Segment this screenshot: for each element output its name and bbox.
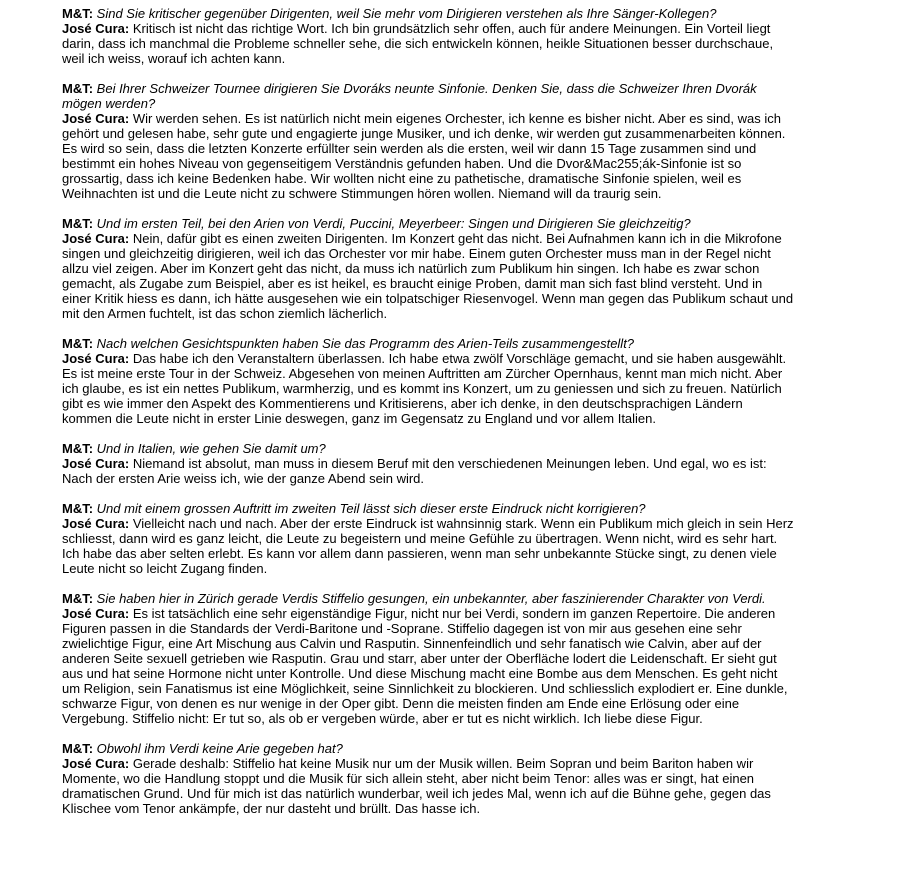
interviewer-label: M&T:	[62, 741, 94, 756]
answer-text: Es ist tatsächlich eine sehr eigenständige Figur, nicht nur bei Verdi, sondern im ganzen Repertoire. Die anderen Figuren passen in die Standards der Verdi-Baritone und -Soprane. Stiffelio dagegen ist von mir aus gesehen eine sehr zwielichtige Figur, eine Art Mischung aus Calvin und Rasputin. Sinnenfeindlich und sehr fanatisch wie Calvin, aber auf der anderen Seite sexuell getrieben wie Rasputin. Grau und starr, aber unter der Oberfläche lodert die Leidenschaft. Er sieht gut aus und hat seine Hormone nicht unter Kontrolle. Und diese Mischung macht eine Bombe aus dem Menschen. Es geht nicht um Religion, sein Fanatismus ist eine Möglichkeit, seine Sinnlichkeit zu blockieren. Und schliesslich explodiert er. Eine dunkle, schwarze Figur, von denen es nur wenige in der Oper gibt. Denn die meisten finden am Ende eine Erlösung oder eine Vergebung. Stiffelio nicht: Er tut so, als ob er vergeben würde, aber er tut es nicht wirklich. Ich liebe diese Figur.	[62, 606, 788, 726]
question	[62, 501, 794, 516]
answer	[62, 456, 794, 486]
qa-block	[62, 741, 794, 816]
answer-text: Niemand ist absolut, man muss in diesem Beruf mit den verschiedenen Meinungen leben. Und egal, wo es ist: Nach der ersten Arie weiss ich, wie der ganze Abend sein wird.	[62, 456, 767, 486]
answer-text: Vielleicht nach und nach. Aber der erste Eindruck ist wahnsinnig stark. Wenn ein Publikum mich gleich in sein Herz schliesst, dann wird es ganz leicht, die Leute zu begeistern und meine Gefühle zu übertragen. Wenn nicht, wird es sehr hart. Ich habe das aber selten erlebt. Es kann vor allem dann passieren, wenn man sehr unbekannte Stücke singt, zu denen viele Leute nicht so leicht Zugang finden.	[62, 516, 794, 576]
speaker-label: José Cura:	[62, 21, 130, 36]
answer-text: Nein, dafür gibt es einen zweiten Dirigenten. Im Konzert geht das nicht. Bei Aufnahmen kann ich in die Mikrofone singen und gleichzeitig dirigieren, weil ich das Orchester vor mir habe. Einem guten Orchester muss man in der Regel nicht allzu viel zeigen. Aber im Konzert geht das nicht, da muss ich natürlich zum Publikum hin singen. Ich habe es zwar schon gemacht, als Zugabe zum Beispiel, aber es ist heikel, es braucht einige Proben, damit man sich fast blind versteht. Und in einer Kritik hiess es dann, ich hätte ausgesehen wie ein tolpatschiger Riesenvogel. Wenn man gegen das Publikum schaut und mit den Armen fuchtelt, ist das schon ziemlich lächerlich.	[62, 231, 794, 321]
qa-block	[62, 591, 794, 726]
answer	[62, 756, 794, 816]
speaker-label: José Cura:	[62, 351, 130, 366]
speaker-label: José Cura:	[62, 231, 130, 246]
interview-text	[62, 6, 794, 831]
answer-text: Wir werden sehen. Es ist natürlich nicht mein eigenes Orchester, ich kenne es bisher nicht. Aber es sind, was ich gehört und gelesen habe, sehr gute und engagierte junge Musiker, und ich denke, wir werden gut zusammenarbeiten können. Es wird so sein, dass die letzten Konzerte erfüllter sein werden als die ersten, weil wir dann 15 Tage zusammen sind und bestimmt ein hohes Niveau von gegenseitigem Verständnis gefunden haben. Und die Dvor&Mac255;ák-Sinfonie ist so grossartig, dass ich keine Bedenken habe. Wir wollten nicht eine zu pathetische, dramatische Sinfonie spielen, weil es Weihnachten ist und die Leute nicht zu schwere Stimmungen hören wollen. Niemand will da traurig sein.	[62, 111, 786, 201]
qa-block	[62, 81, 794, 201]
question-text: Und im ersten Teil, bei den Arien von Verdi, Puccini, Meyerbeer: Singen und Dirigieren Sie gleichzeitig?	[96, 216, 691, 231]
question	[62, 216, 794, 231]
qa-block	[62, 441, 794, 486]
question	[62, 591, 794, 606]
question-text: Nach welchen Gesichtspunkten haben Sie das Programm des Arien-Teils zusammengestellt?	[96, 336, 635, 351]
speaker-label: José Cura:	[62, 606, 130, 621]
speaker-label: José Cura:	[62, 756, 130, 771]
answer-text: Gerade deshalb: Stiffelio hat keine Musik nur um der Musik willen. Beim Sopran und beim Bariton haben wir Momente, wo die Handlung stoppt und die Musik für sich allein steht, aber nicht beim Tenor: alles was er singt, hat einen dramatischen Grund. Und für mich ist das natürlich wunderbar, weil ich jedes Mal, wenn ich auf die Bühne gehe, gegen das Klischee vom Tenor ankämpfe, der nur dasteht und brüllt. Das hasse ich.	[62, 756, 771, 816]
answer-text: Kritisch ist nicht das richtige Wort. Ich bin grundsätzlich sehr offen, auch für andere Meinungen. Ein Vorteil liegt darin, dass ich manchmal die Probleme schneller sehe, die sich entwickeln können, heikle Situationen besser durchschaue, weil ich weiss, worauf ich achten kann.	[62, 21, 774, 66]
answer	[62, 231, 794, 321]
answer-text: Das habe ich den Veranstaltern überlassen. Ich habe etwa zwölf Vorschläge gemacht, und sie haben ausgewählt. Es ist meine erste Tour in der Schweiz. Abgesehen von meinen Auftritten am Zürcher Opernhaus, kennt man mich nicht. Aber ich glaube, es ist ein nettes Publikum, warmherzig, und es kommt ins Konzert, um zu geniessen und sich zu freuen. Natürlich gibt es wie immer den Aspekt des Kommentierens und Kritisierens, aber ich denke, in den deutschsprachigen Ländern kommen die Leute nicht in erster Linie deswegen, ganz im Gegensatz zu England und vor allem Italien.	[62, 351, 787, 426]
question-text: Obwohl ihm Verdi keine Arie gegeben hat?	[96, 741, 343, 756]
interviewer-label: M&T:	[62, 501, 94, 516]
question-text: Sie haben hier in Zürich gerade Verdis Stiffelio gesungen, ein unbekannter, aber faszinierender Charakter von Verdi.	[96, 591, 766, 606]
answer	[62, 516, 794, 576]
qa-block	[62, 336, 794, 426]
qa-block	[62, 216, 794, 321]
answer	[62, 21, 794, 66]
answer	[62, 606, 794, 726]
interviewer-label: M&T:	[62, 591, 94, 606]
interviewer-label: M&T:	[62, 336, 94, 351]
question-text: Und mit einem grossen Auftritt im zweiten Teil lässt sich dieser erste Eindruck nicht korrigieren?	[96, 501, 646, 516]
qa-block	[62, 501, 794, 576]
question	[62, 441, 794, 456]
question	[62, 741, 794, 756]
speaker-label: José Cura:	[62, 111, 130, 126]
question-text: Bei Ihrer Schweizer Tournee dirigieren Sie Dvoráks neunte Sinfonie. Denken Sie, dass die Schweizer Ihren Dvorák mögen werden?	[62, 81, 757, 111]
question	[62, 6, 794, 21]
interviewer-label: M&T:	[62, 6, 94, 21]
interviewer-label: M&T:	[62, 441, 94, 456]
answer	[62, 351, 794, 426]
question-text: Und in Italien, wie gehen Sie damit um?	[96, 441, 326, 456]
speaker-label: José Cura:	[62, 456, 130, 471]
answer	[62, 111, 794, 201]
question-text: Sind Sie kritischer gegenüber Dirigenten, weil Sie mehr vom Dirigieren verstehen als Ihre Sänger-Kollegen?	[96, 6, 717, 21]
interviewer-label: M&T:	[62, 81, 94, 96]
qa-block	[62, 6, 794, 66]
question	[62, 336, 794, 351]
speaker-label: José Cura:	[62, 516, 130, 531]
interviewer-label: M&T:	[62, 216, 94, 231]
question	[62, 81, 794, 111]
